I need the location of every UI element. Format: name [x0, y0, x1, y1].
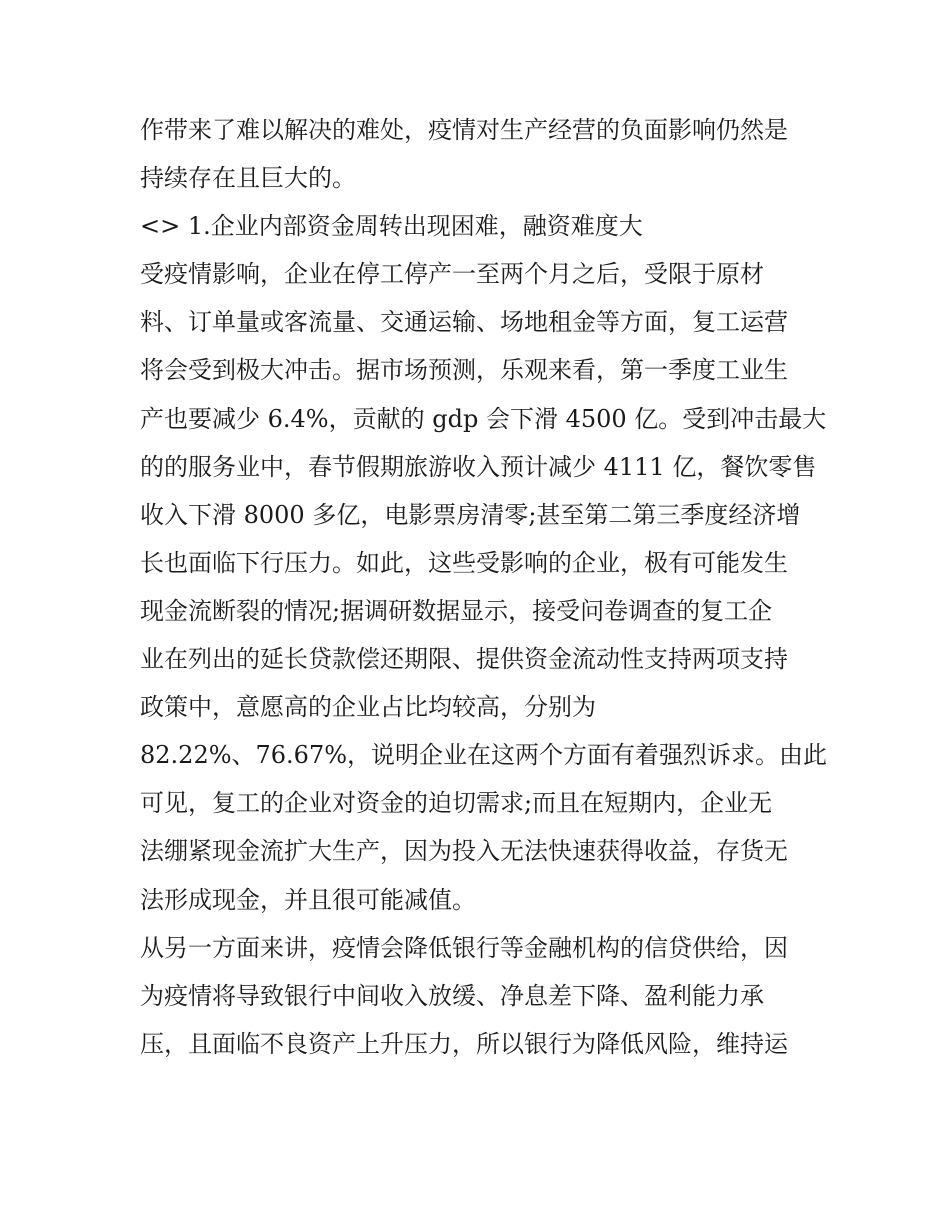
text-line: 产也要减少 6.4%，贡献的 gdp 会下滑 4500 亿。受到冲击最大 [140, 404, 827, 433]
text-line: 法绷紧现金流扩大生产，因为投入无法快速获得收益，存货无 [140, 837, 788, 866]
text-line: 82.22%、76.67%，说明企业在这两个方面有着强烈诉求。由此 [140, 741, 828, 770]
text-line: 从另一方面来讲，疫情会降低银行等金融机构的信贷供给，因 [140, 933, 788, 962]
text-line: 压，且面临不良资产上升压力，所以银行为降低风险，维持运 [140, 1029, 788, 1058]
text-line: 收入下滑 8000 多亿，电影票房清零;甚至第二第三季度经济增 [140, 500, 801, 529]
text-line: 料、订单量或客流量、交通运输、场地租金等方面，复工运营 [140, 308, 788, 337]
text-line: 的的服务业中，春节假期旅游收入预计减少 4111 亿，餐饮零售 [140, 452, 817, 481]
text-line: 业在列出的延长贷款偿还期限、提供资金流动性支持两项支持 [140, 645, 788, 674]
text-line: 持续存在且巨大的。 [140, 164, 356, 193]
body-text [140, 106, 828, 1068]
text-line: 可见，复工的企业对资金的迫切需求;而且在短期内，企业无 [140, 789, 773, 818]
text-line: 作带来了难以解决的难处，疫情对生产经营的负面影响仍然是 [140, 116, 788, 144]
text-line: 长也面临下行压力。如此，这些受影响的企业，极有可能发生 [140, 548, 788, 577]
text-line: 为疫情将导致银行中间收入放缓、净息差下降、盈利能力承 [140, 981, 764, 1010]
text-line: 受疫情影响，企业在停工停产一至两个月之后，受限于原材 [140, 260, 764, 289]
text-line: 将会受到极大冲击。据市场预测，乐观来看，第一季度工业生 [140, 356, 788, 385]
text-line: 现金流断裂的情况;据调研数据显示，接受问卷调查的复工企 [140, 596, 773, 625]
text-line: 法形成现金，并且很可能减值。 [140, 885, 476, 914]
text-line: 政策中，意愿高的企业占比均较高，分别为 [140, 693, 596, 722]
section-heading: <> 1.企业内部资金周转出现困难，融资难度大 [140, 212, 643, 241]
